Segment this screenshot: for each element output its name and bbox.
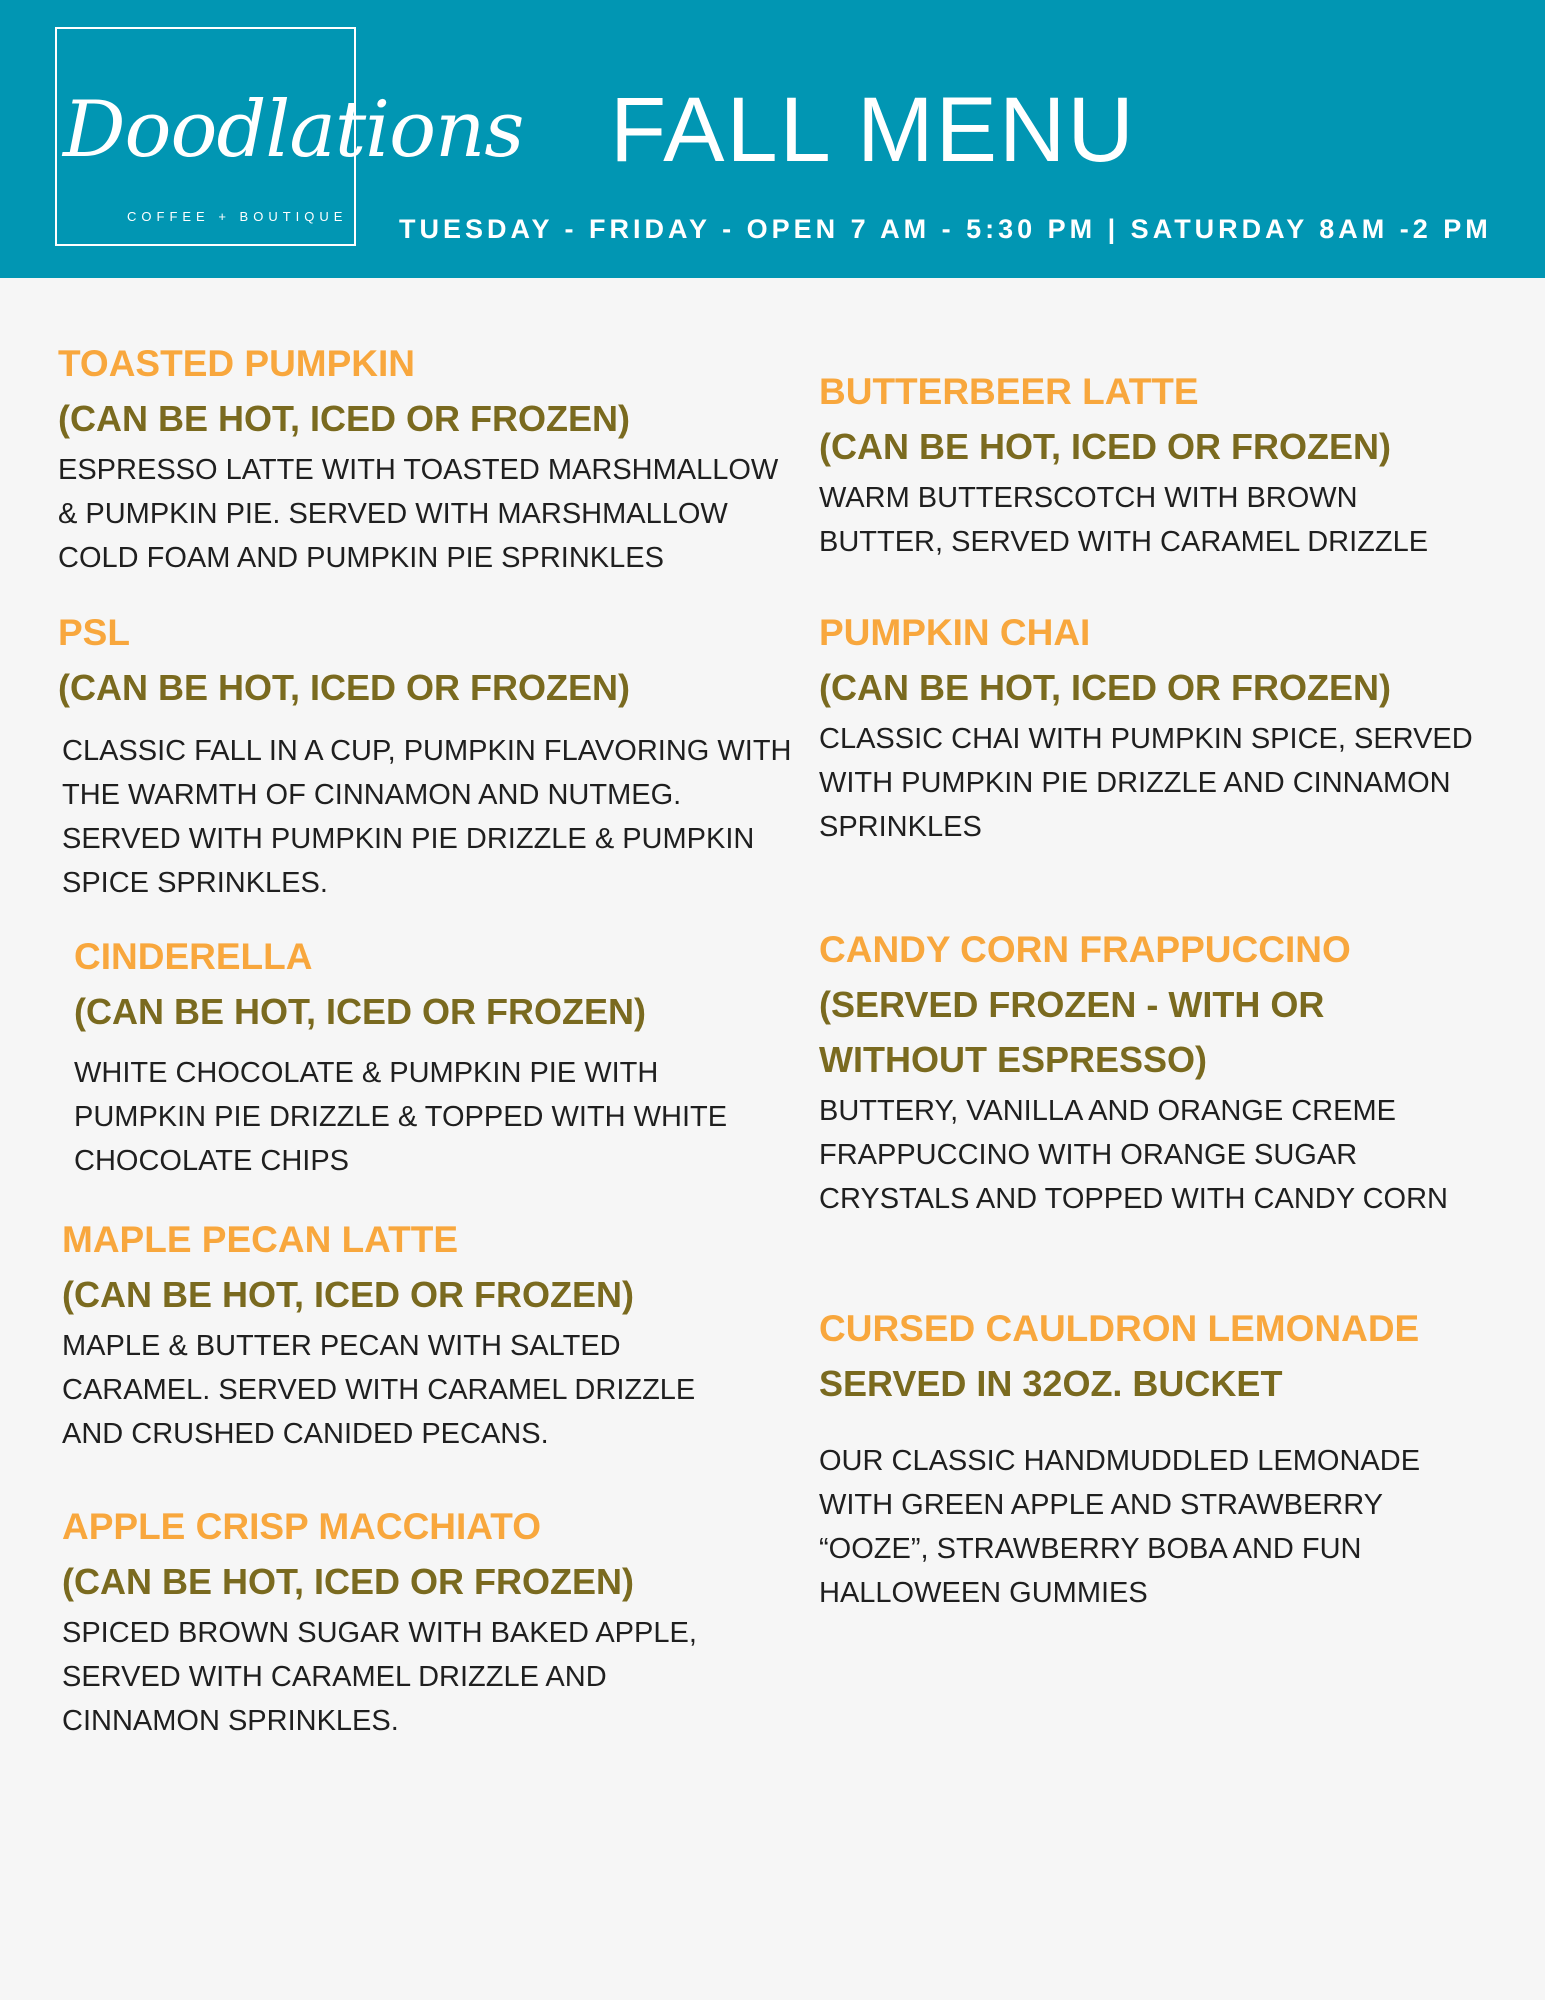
item-option: (CAN BE HOT, ICED OR FROZEN) <box>58 667 630 708</box>
logo-script: Doodlations <box>63 85 524 175</box>
menu-item-pumpkin-chai <box>819 605 1499 849</box>
item-description: BUTTERY, VANILLA AND ORANGE CREME FRAPPUCCINO WITH ORANGE SUGAR CRYSTALS AND TOPPED WITH CANDY CORN <box>819 1095 1448 1215</box>
item-description: ESPRESSO LATTE WITH TOASTED MARSHMALLOW & PUMPKIN PIE. SERVED WITH MARSHMALLOW COLD FOAM AND PUMPKIN PIE SPRINKLES <box>58 454 779 574</box>
header-banner <box>0 0 1545 278</box>
menu-item-cursed-cauldron-lemonade <box>819 1301 1459 1615</box>
item-option: SERVED IN 32OZ. BUCKET <box>819 1363 1283 1404</box>
menu-item-butterbeer-latte <box>819 364 1459 564</box>
item-name: PSL <box>58 612 130 653</box>
item-name: PUMPKIN CHAI <box>819 612 1091 653</box>
item-option: (CAN BE HOT, ICED OR FROZEN) <box>62 1561 634 1602</box>
opening-hours: TUESDAY - FRIDAY - OPEN 7 AM - 5:30 PM | SATURDAY 8AM -2 PM <box>399 214 1492 244</box>
item-option: (CAN BE HOT, ICED OR FROZEN) <box>74 991 646 1032</box>
item-option: (CAN BE HOT, ICED OR FROZEN) <box>819 667 1391 708</box>
item-option: (CAN BE HOT, ICED OR FROZEN) <box>819 426 1391 467</box>
logo <box>55 27 524 246</box>
item-description: WARM BUTTERSCOTCH WITH BROWN BUTTER, SERVED WITH CARAMEL DRIZZLE <box>819 482 1429 558</box>
item-option-continued: WITHOUT ESPRESSO) <box>819 1039 1208 1080</box>
item-description: CLASSIC CHAI WITH PUMPKIN SPICE, SERVED WITH PUMPKIN PIE DRIZZLE AND CINNAMON SPRINKLES <box>819 723 1473 843</box>
item-name: BUTTERBEER LATTE <box>819 371 1199 412</box>
item-name: CANDY CORN FRAPPUCCINO <box>819 929 1351 970</box>
item-name: CINDERELLA <box>74 936 313 977</box>
item-name: MAPLE PECAN LATTE <box>62 1219 459 1260</box>
menu-item-apple-crisp-macchiato <box>62 1499 722 1743</box>
item-option: (SERVED FROZEN - WITH OR <box>819 984 1325 1025</box>
menu-item-psl <box>58 605 802 905</box>
item-name: CURSED CAULDRON LEMONADE <box>819 1308 1420 1349</box>
item-name: APPLE CRISP MACCHIATO <box>62 1506 541 1547</box>
menu-item-maple-pecan-latte <box>62 1212 722 1456</box>
logo-subtitle: COFFEE + BOUTIQUE <box>127 209 348 224</box>
item-description: MAPLE & BUTTER PECAN WITH SALTED CARAMEL. SERVED WITH CARAMEL DRIZZLE AND CRUSHED CANIDED PECANS. <box>62 1330 696 1450</box>
menu-item-cinderella <box>74 929 754 1183</box>
item-name: TOASTED PUMPKIN <box>58 343 416 384</box>
menu-item-candy-corn-frappuccino <box>819 922 1459 1221</box>
item-option: (CAN BE HOT, ICED OR FROZEN) <box>58 398 630 439</box>
item-description: SPICED BROWN SUGAR WITH BAKED APPLE, SERVED WITH CARAMEL DRIZZLE AND CINNAMON SPRINKLES. <box>62 1617 697 1737</box>
menu-item-toasted-pumpkin <box>58 336 798 580</box>
item-description: WHITE CHOCOLATE & PUMPKIN PIE WITH PUMPKIN PIE DRIZZLE & TOPPED WITH WHITE CHOCOLATE CHIPS <box>74 1057 728 1177</box>
item-option: (CAN BE HOT, ICED OR FROZEN) <box>62 1274 634 1315</box>
item-description: CLASSIC FALL IN A CUP, PUMPKIN FLAVORING WITH THE WARMTH OF CINNAMON AND NUTMEG. SERVED WITH PUMPKIN PIE DRIZZLE & PUMPKIN SPICE SPRINKLES. <box>62 735 792 899</box>
page-title: FALL MENU <box>610 79 1136 181</box>
item-description: OUR CLASSIC HANDMUDDLED LEMONADE WITH GREEN APPLE AND STRAWBERRY “OOZE”, STRAWBERRY BOBA AND FUN HALLOWEEN GUMMIES <box>819 1445 1421 1609</box>
